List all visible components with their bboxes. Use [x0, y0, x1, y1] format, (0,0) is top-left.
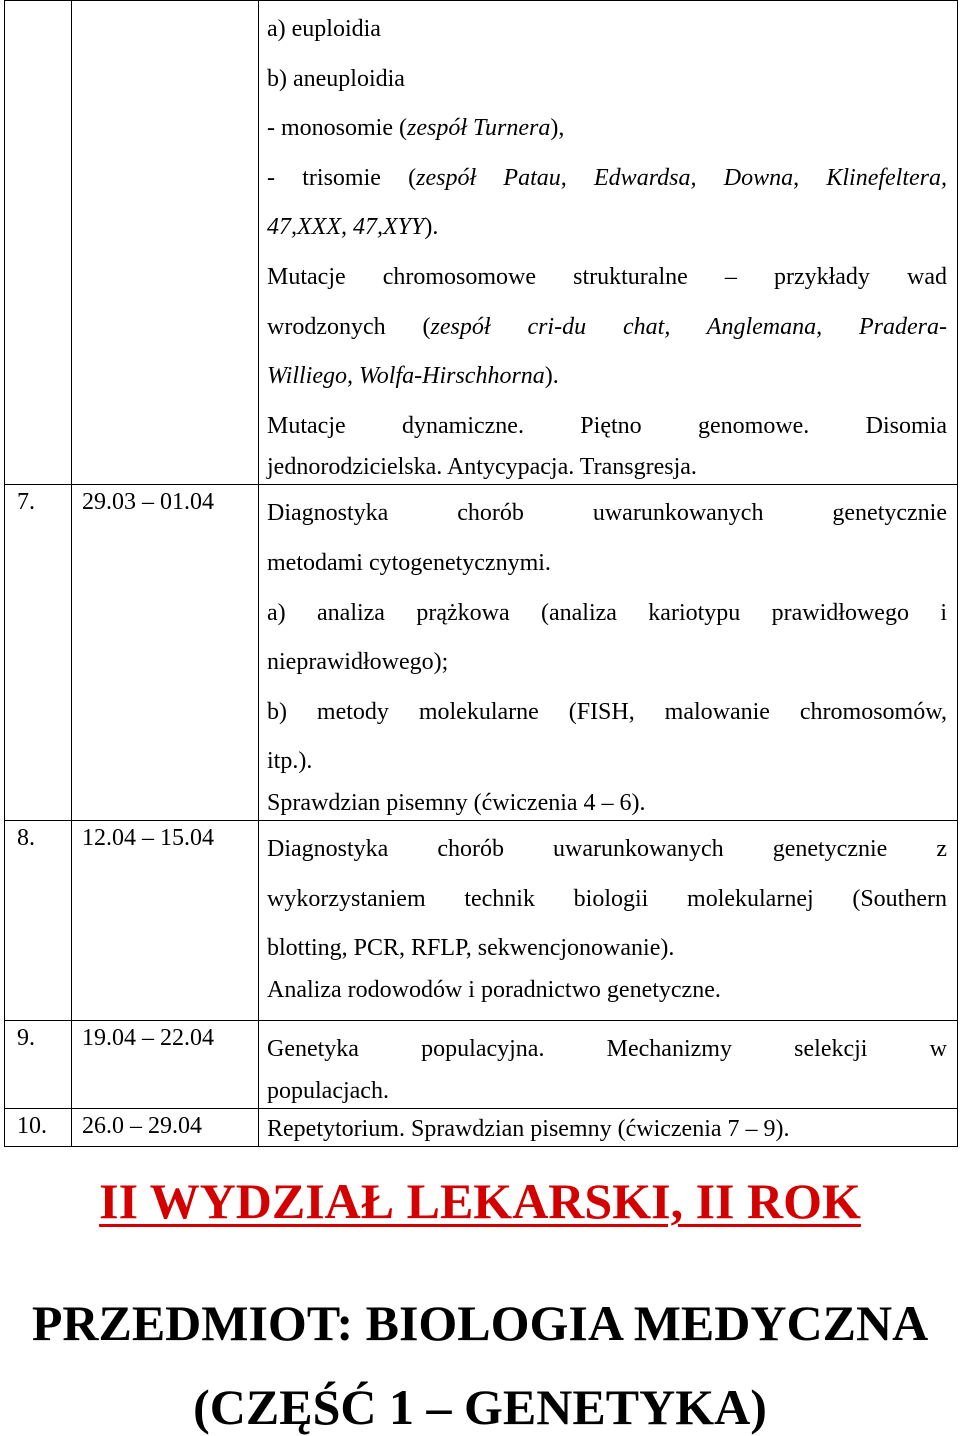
- class-topic: [259, 485, 958, 821]
- topic-line: [267, 154, 947, 204]
- schedule-row: [5, 1020, 958, 1108]
- topic-text: ),: [550, 115, 565, 142]
- class-number: 9.: [5, 1020, 72, 1108]
- class-topic: [259, 820, 958, 1020]
- topic-text: nieprawidłowego);: [267, 649, 449, 676]
- faculty-heading: II WYDZIAŁ LEKARSKI, II ROK: [99, 1173, 861, 1229]
- topic-text: metodami cytogenetycznymi.: [267, 549, 551, 576]
- topic-line: [267, 875, 947, 925]
- topic-text: a) euploidia: [267, 16, 381, 42]
- class-topic: [259, 1, 958, 485]
- topic-line: [267, 688, 947, 738]
- class-date: 29.03 – 01.04: [72, 485, 259, 821]
- topic-text: Mutacje dynamiczne. Piętno genomowe. Disomia: [267, 412, 947, 439]
- topic-text: ).: [544, 363, 559, 390]
- topic-text-italic: zespół Patau, Edwardsa, Downa, Klinefeltera,: [416, 164, 947, 191]
- topic-text: a) analiza prążkowa (analiza kariotypu prawidłowego i: [267, 599, 947, 626]
- topic-line: [267, 203, 947, 253]
- topic-text: wykorzystaniem technik biologii molekularnej (Southern: [267, 885, 947, 912]
- topic-text: Mutacje chromosomowe strukturalne – przykłady wad: [267, 263, 947, 290]
- topic-line: [267, 1025, 947, 1075]
- topic-line: [267, 303, 947, 353]
- topic-text-italic: Williego, Wolfa-Hirschhorna: [267, 363, 545, 390]
- class-number: 7.: [5, 485, 72, 821]
- class-topic: [259, 1108, 958, 1146]
- topic-line: [267, 974, 947, 1007]
- topic-line: [267, 1075, 947, 1108]
- topic-text-italic: zespół Turnera: [406, 115, 551, 142]
- topic-line: [267, 737, 947, 787]
- class-number: 8.: [5, 820, 72, 1020]
- schedule-row: [5, 485, 958, 821]
- topic-text: blotting, PCR, RFLP, sekwencjonowanie).: [267, 935, 675, 962]
- topic-text: wrodzonych (: [267, 313, 431, 340]
- topic-line: [267, 104, 947, 154]
- topic-text: Diagnostyka chorób uwarunkowanych genetycznie: [267, 500, 947, 527]
- class-number: 10.: [5, 1108, 72, 1146]
- topic-text: Diagnostyka chorób uwarunkowanych genetycznie z: [267, 835, 947, 862]
- schedule-row: [5, 820, 958, 1020]
- subject-subtitle: (CZĘŚĆ 1 – GENETYKA): [193, 1379, 767, 1435]
- subject-title: PRZEDMIOT: BIOLOGIA MEDYCZNA: [31, 1295, 929, 1351]
- topic-text: populacjach.: [267, 1077, 389, 1104]
- topic-line: [267, 253, 947, 303]
- class-date: 26.0 – 29.04: [72, 1108, 259, 1146]
- schedule-table: [4, 0, 958, 1147]
- class-date: [72, 1, 259, 485]
- topic-text: itp.).: [267, 748, 313, 775]
- topic-text: ).: [424, 214, 439, 241]
- topic-text: - trisomie (: [267, 164, 417, 191]
- topic-text: Genetyka populacyjna. Mechanizmy selekcji w: [267, 1035, 947, 1062]
- topic-line: [267, 352, 947, 402]
- topic-text: Sprawdzian pisemny (ćwiczenia 4 – 6).: [267, 789, 646, 816]
- class-number: [5, 1, 72, 485]
- topic-line: [267, 1113, 947, 1146]
- topic-line: [267, 55, 947, 105]
- topic-line: [267, 402, 947, 452]
- topic-text: b) aneuploidia: [267, 65, 405, 92]
- topic-line: [267, 825, 947, 875]
- topic-text: jednorodzicielska. Antycypacja. Transgresja.: [267, 454, 697, 481]
- topic-text: Analiza rodowodów i poradnictwo genetyczne.: [267, 976, 721, 1003]
- schedule-body: [5, 1, 958, 1147]
- topic-line: [267, 589, 947, 639]
- topic-text: Repetytorium. Sprawdzian pisemny (ćwiczenia 7 – 9).: [267, 1115, 790, 1142]
- class-date: 19.04 – 22.04: [72, 1020, 259, 1108]
- schedule-row: [5, 1, 958, 485]
- topic-text-italic: zespół cri-du chat, Anglemana, Pradera-: [430, 313, 947, 340]
- topic-line: [267, 539, 947, 589]
- schedule-row: [5, 1108, 958, 1146]
- topic-line: [267, 787, 947, 820]
- topic-line: [267, 5, 947, 55]
- topic-line: [267, 638, 947, 688]
- topic-line: [267, 489, 947, 539]
- topic-text: - monosomie (: [267, 115, 407, 142]
- class-date: 12.04 – 15.04: [72, 820, 259, 1020]
- topic-line: [267, 451, 947, 484]
- topic-text-italic: 47,XXX, 47,XYY: [267, 214, 425, 241]
- topic-text: b) metody molekularne (FISH, malowanie chromosomów,: [267, 698, 947, 725]
- class-topic: [259, 1020, 958, 1108]
- topic-line: [267, 924, 947, 974]
